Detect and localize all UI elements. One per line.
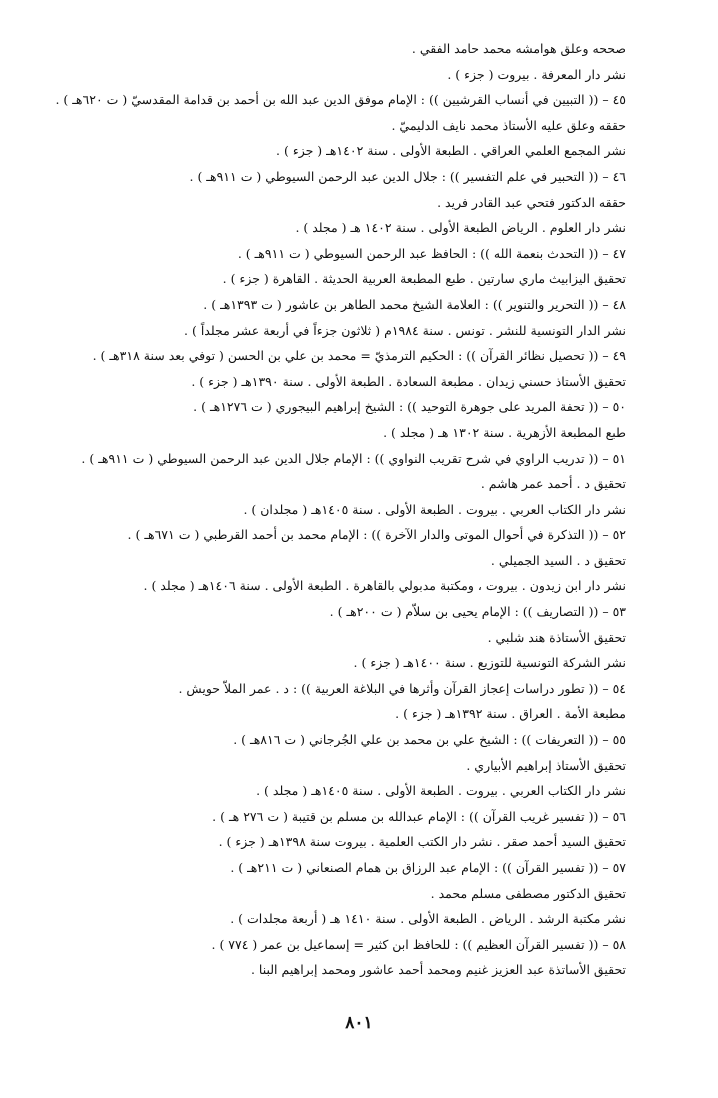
text-line-14: تحقيق الأستاذ حسني زيدان . مطبعة السعادة . الطبعة الأولى . سنة ١٣٩٠هـ ( جزء ) . <box>191 373 626 389</box>
entry-53: ٥٣ – (( التصاريف )) : الإمام يحيى بن سلاّم ( ت ٢٠٠هـ ) . <box>329 604 626 620</box>
entry-49: ٤٩ – (( تحصيل نظائر القرآن )) : الحكيم الترمذيّ = محمد بن علي بن الحسن ( توفي بعد سنة ٣١٨هـ ) . <box>92 348 626 364</box>
text-line-27: مطبعة الأمة . العراق . سنة ١٣٩٢هـ ( جزء ) . <box>395 706 626 722</box>
text-line-5: نشر المجمع العلمي العراقي . الطبعة الأولى . سنة ١٤٠٢هـ ( جزء ) . <box>276 143 626 159</box>
text-line-4: حققه وعلق عليه الأستاذ محمد نايف الدليميّ . <box>391 117 626 133</box>
text-line-16: طبع المطبعة الأزهرية . سنة ١٣٠٢ هـ ( مجلد ) . <box>383 424 626 440</box>
text-line-8: نشر دار العلوم . الرياض الطبعة الأولى . سنة ١٤٠٢ هـ ( مجلد ) . <box>295 220 626 236</box>
entry-58: ٥٨ – (( تفسير القرآن العظيم )) : للحافظ ابن كثير = إسماعيل بن عمر ( ٧٧٤ ) . <box>211 936 626 952</box>
text-line-2: نشر دار المعرفة . بيروت ( جزء ) . <box>447 66 626 82</box>
entry-54: ٥٤ – (( تطور دراسات إعجاز القرآن وأثرها في البلاغة العربية )) : د . عمر الملاّ حويش . <box>178 680 626 696</box>
entry-55: ٥٥ – (( التعريفات )) : الشيخ علي بن محمد بن علي الجُرجاني ( ت ٨١٦هـ ) . <box>233 732 626 748</box>
entry-57: ٥٧ – (( تفسير القرآن )) : الإمام عبد الرزاق بن همام الصنعاني ( ت ٢١١هـ ) . <box>230 860 626 875</box>
text-line-34: تحقيق الدكتور مصطفى مسلم محمد . <box>430 885 626 901</box>
text-line-37: تحقيق الأساتذة عبد العزيز غنيم ومحمد أحمد عاشور ومحمد إبراهيم البنا . <box>250 962 626 978</box>
entry-45: ٤٥ – (( التبيين في أنساب القرشيين )) : الإمام موفق الدين عبد الله بن أحمد بن قدامة المقدسيّ ( ت ٦٢٠هـ ) . <box>55 92 626 108</box>
text-line-24: تحقيق الأستاذة هند شلبي . <box>487 629 626 645</box>
entry-56: ٥٦ – (( تفسير غريب القرآن )) : الإمام عبدالله بن مسلم بن قتيبة ( ت ٢٧٦ هـ ) . <box>212 808 626 824</box>
text-line-21: تحقيق د . السيد الجميلي . <box>490 552 626 568</box>
bibliography-page <box>55 36 626 983</box>
entry-51: ٥١ – (( تدريب الراوي في شرح تقريب النواوي )) : الإمام جلال الدين عبد الرحمن السيوطي ( ت ٩١١هـ ) . <box>81 450 626 466</box>
entry-50: ٥٠ – (( تحفة المريد على جوهرة التوحيد )) : الشيخ إبراهيم البيجوري ( ت ١٢٧٦هـ ) . <box>193 399 626 415</box>
page-number: ٨٠١ <box>345 1013 373 1033</box>
entry-48: ٤٨ – (( التحرير والتنوير )) : العلامة الشيخ محمد الطاهر بن عاشور ( ت ١٣٩٣هـ ) . <box>203 296 626 312</box>
text-line-12: نشر الدار التونسية للنشر . تونس . سنة ١٩٨٤م ( ثلاثون جزءاً في أربعة عشر مجلداً ) . <box>184 322 626 338</box>
entry-47: ٤٧ – (( التحدث بنعمة الله )) : الحافظ عبد الرحمن السيوطي ( ت ٩١١هـ ) . <box>237 245 626 261</box>
text-line-18: تحقيق د . أحمد عمر هاشم . <box>480 476 626 492</box>
text-line-32: تحقيق السيد أحمد صقر . نشر دار الكتب العلمية . بيروت سنة ١٣٩٨هـ ( جزء ) . <box>218 834 626 850</box>
text-line-1: صححه وعلق هوامشه محمد حامد الفقي . <box>411 41 626 56</box>
text-line-10: تحقيق اليزابيث ماري سارتين . طبع المطبعة العربية الحديثة . القاهرة ( جزء ) . <box>222 271 626 287</box>
entry-46: ٤٦ – (( التحبير في علم التفسير )) : جلال الدين عبد الرحمن السيوطي ( ت ٩١١هـ ) . <box>189 168 626 184</box>
entry-52: ٥٢ – (( التذكرة في أحوال الموتى والدار الآخرة )) : الإمام محمد بن أحمد القرطبي ( ت ٦٧١هـ ) . <box>127 527 626 543</box>
text-line-35: نشر مكتبة الرشد . الرياض . الطبعة الأولى . سنة ١٤١٠ هـ ( أربعة مجلدات ) . <box>230 911 626 927</box>
text-line-19: نشر دار الكتاب العربي . بيروت . الطبعة الأولى . سنة ١٤٠٥هـ ( مجلدان ) . <box>243 501 626 517</box>
text-line-7: حققه الدكتور فتحي عبد القادر فريد . <box>437 194 626 210</box>
text-line-25: نشر الشركة التونسية للتوزيع . سنة ١٤٠٠هـ ( جزء ) . <box>353 655 626 671</box>
text-line-22: نشر دار ابن زيدون . بيروت ، ومكتبة مدبولي بالقاهرة . الطبعة الأولى . سنة ١٤٠٦هـ ( مجلد ) . <box>143 578 626 594</box>
text-line-30: نشر دار الكتاب العربي . بيروت . الطبعة الأولى . سنة ١٤٠٥هـ ( مجلد ) . <box>256 783 626 799</box>
text-line-29: تحقيق الأستاذ إبراهيم الأبياري . <box>466 757 626 773</box>
